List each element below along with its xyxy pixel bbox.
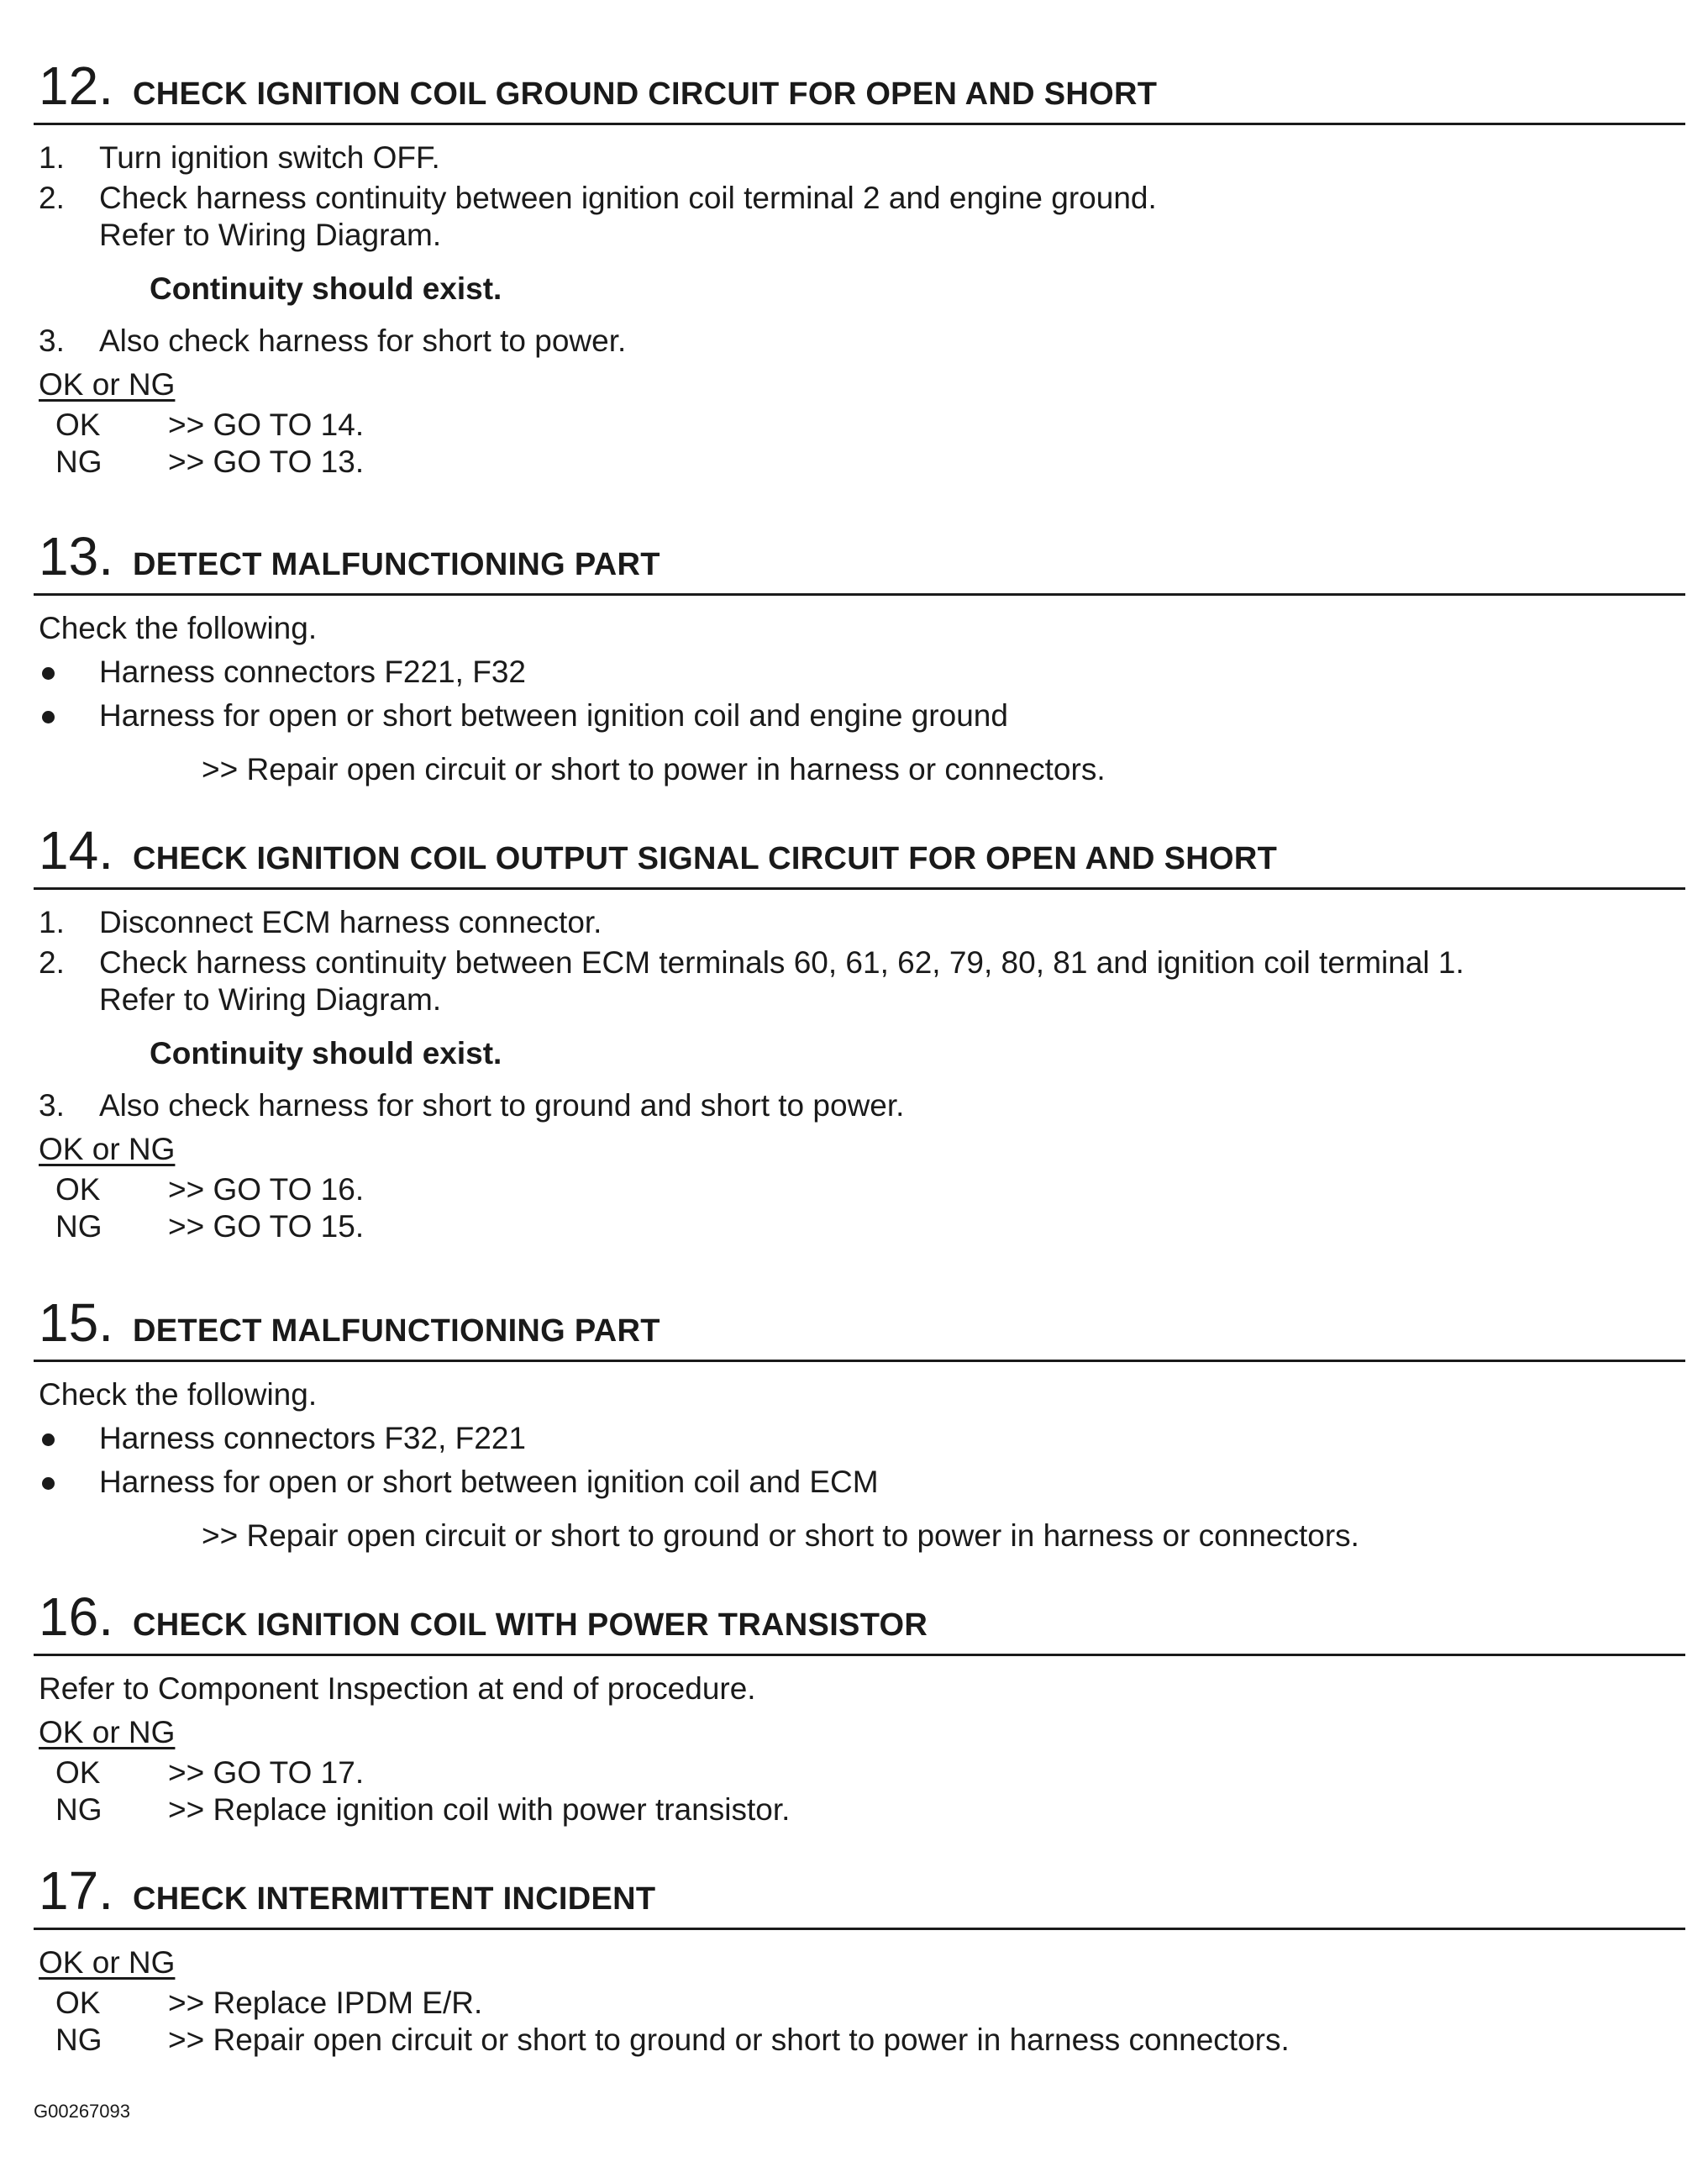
section-number: 14. (39, 820, 113, 881)
section-number: 12. (39, 55, 113, 116)
section-body (34, 607, 1685, 797)
okng-label: OK or NG (39, 1715, 176, 1749)
section-title: DETECT MALFUNCTIONING PART (133, 1313, 660, 1349)
bullet-icon (42, 711, 55, 723)
step (34, 1084, 1685, 1128)
bullet-text: Harness for open or short between ignition coil and ECM (99, 1465, 879, 1499)
step (34, 901, 1685, 944)
step-number: 3. (39, 1088, 65, 1123)
section-body (34, 901, 1685, 1245)
section-title: CHECK IGNITION COIL GROUND CIRCUIT FOR OPEN AND SHORT (133, 76, 1158, 112)
result-key: NG (55, 444, 102, 479)
step (34, 180, 1685, 260)
bullet-icon (42, 1477, 55, 1490)
step (34, 319, 1685, 363)
result-row (34, 444, 1685, 481)
okng-label: OK or NG (39, 1132, 176, 1166)
spec-note-row (34, 260, 1685, 319)
bullet-item (34, 1417, 1685, 1460)
bullet-item (34, 650, 1685, 694)
result-row (34, 1791, 1685, 1828)
section-title: CHECK IGNITION COIL WITH POWER TRANSISTOR (133, 1607, 928, 1643)
okng-row (34, 1941, 1685, 1985)
step-number: 1. (39, 905, 65, 939)
result-row (34, 1754, 1685, 1791)
section-title: CHECK IGNITION COIL OUTPUT SIGNAL CIRCUIT FOR OPEN AND SHORT (133, 841, 1278, 876)
section-header (34, 1583, 1685, 1650)
result-key: OK (55, 1755, 101, 1790)
okng-label: OK or NG (39, 1945, 176, 1980)
result-row (34, 1171, 1685, 1208)
section-divider (34, 593, 1685, 596)
result-action: >> GO TO 14. (168, 408, 365, 442)
figure-code: G00267093 (34, 2101, 130, 2122)
intro-row (34, 1373, 1685, 1417)
bullet-item (34, 1460, 1685, 1504)
intro-row (34, 607, 1685, 650)
step-text: Disconnect ECM harness connector. (99, 905, 602, 939)
bullet-icon (42, 1433, 55, 1446)
section-header (34, 1289, 1685, 1356)
section-header (34, 523, 1685, 590)
section-title: CHECK INTERMITTENT INCIDENT (133, 1881, 656, 1917)
section-divider (34, 1654, 1685, 1656)
step-number: 2. (39, 945, 65, 980)
bullet-icon (42, 667, 55, 680)
step (34, 136, 1685, 180)
result-key: NG (55, 1792, 102, 1827)
result-action: >> GO TO 15. (168, 1209, 365, 1244)
result-action: >> Replace ignition coil with power transistor. (168, 1792, 791, 1827)
okng-label: OK or NG (39, 367, 176, 402)
section-number: 15. (39, 1292, 113, 1353)
step-number: 2. (39, 181, 65, 215)
bullet-text: Harness connectors F32, F221 (99, 1421, 526, 1455)
step-text-continued: Refer to Wiring Diagram. (99, 982, 442, 1017)
intro-text: Check the following. (39, 611, 318, 645)
step-text: Turn ignition switch OFF. (99, 140, 440, 175)
action-row (34, 738, 1685, 797)
spec-note-row (34, 1025, 1685, 1084)
okng-row (34, 363, 1685, 407)
intro-row (34, 1667, 1685, 1711)
section-number: 17. (39, 1860, 113, 1921)
section-body (34, 136, 1685, 481)
intro-text: Refer to Component Inspection at end of procedure. (39, 1671, 756, 1706)
step-number: 1. (39, 140, 65, 175)
step-number: 3. (39, 324, 65, 358)
spec-note: Continuity should exist. (150, 1036, 502, 1070)
okng-row (34, 1711, 1685, 1754)
action-row (34, 1504, 1685, 1563)
result-action: >> GO TO 16. (168, 1172, 365, 1207)
section-number: 16. (39, 1586, 113, 1647)
result-row (34, 407, 1685, 444)
result-row (34, 1208, 1685, 1245)
section-divider (34, 1928, 1685, 1930)
intro-text: Check the following. (39, 1377, 318, 1412)
repair-action: >> Repair open circuit or short to ground or short to power in harness or connectors. (202, 1518, 1359, 1553)
step-text: Also check harness for short to ground and short to power. (99, 1088, 905, 1123)
result-row (34, 2022, 1685, 2059)
result-key: OK (55, 1172, 101, 1207)
section-title: DETECT MALFUNCTIONING PART (133, 547, 660, 582)
bullet-item (34, 694, 1685, 738)
section-header (34, 1857, 1685, 1924)
section-body (34, 1373, 1685, 1563)
section-divider (34, 887, 1685, 890)
section-header (34, 52, 1685, 119)
section-number: 13. (39, 526, 113, 587)
result-action: >> Replace IPDM E/R. (168, 1986, 483, 2020)
result-key: OK (55, 408, 101, 442)
okng-row (34, 1128, 1685, 1171)
section-divider (34, 123, 1685, 125)
bullet-text: Harness for open or short between ignition coil and engine ground (99, 698, 1008, 733)
bullet-text: Harness connectors F221, F32 (99, 655, 526, 689)
result-action: >> GO TO 17. (168, 1755, 365, 1790)
step-text: Also check harness for short to power. (99, 324, 627, 358)
section-divider (34, 1360, 1685, 1362)
result-action: >> GO TO 13. (168, 444, 365, 479)
step-text-continued: Refer to Wiring Diagram. (99, 218, 442, 252)
step-text: Check harness continuity between ignition coil terminal 2 and engine ground. (99, 181, 1157, 215)
result-row (34, 1985, 1685, 2022)
step-text: Check harness continuity between ECM terminals 60, 61, 62, 79, 80, 81 and ignition coil terminal 1. (99, 945, 1464, 980)
spec-note: Continuity should exist. (150, 271, 502, 306)
section-header (34, 817, 1685, 884)
result-key: OK (55, 1986, 101, 2020)
result-key: NG (55, 1209, 102, 1244)
section-body (34, 1667, 1685, 1828)
repair-action: >> Repair open circuit or short to power in harness or connectors. (202, 752, 1106, 786)
step (34, 944, 1685, 1025)
section-body (34, 1941, 1685, 2059)
result-key: NG (55, 2023, 102, 2057)
result-action: >> Repair open circuit or short to ground or short to power in harness connectors. (168, 2023, 1290, 2057)
